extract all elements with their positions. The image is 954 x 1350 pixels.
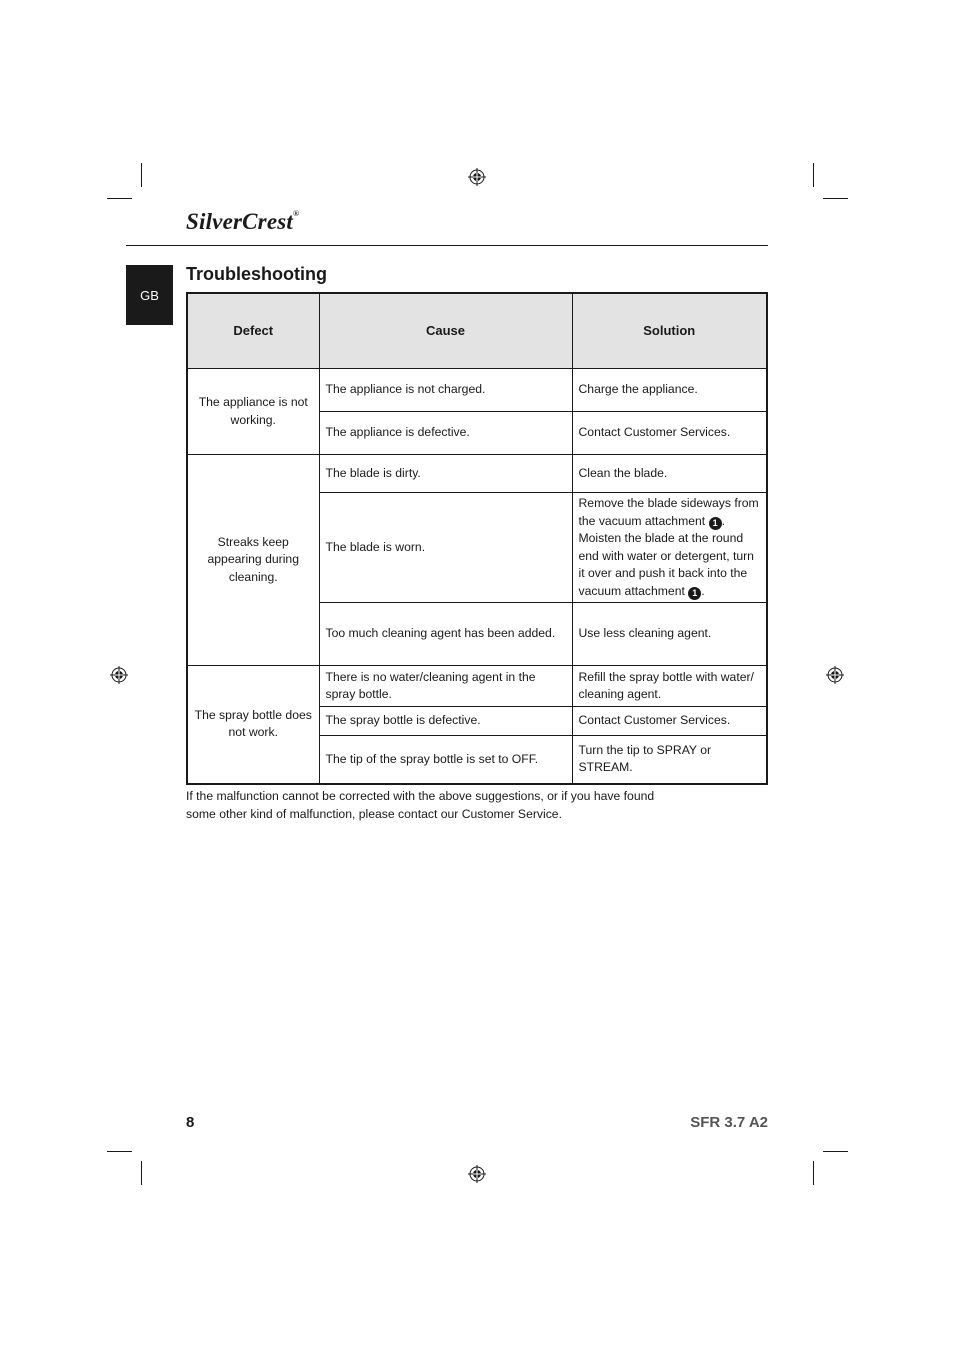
- cause-cell: Too much cleaning agent has been added.: [319, 603, 572, 666]
- crop-mark: [823, 198, 848, 199]
- brand-logo: SilverCrest®: [186, 209, 300, 234]
- solution-cell: Refill the spray bottle with water/ cleaning agent.: [572, 666, 767, 707]
- table-row: [187, 369, 767, 412]
- crop-mark: [823, 1151, 848, 1152]
- header-solution: Solution: [572, 293, 767, 369]
- cause-cell: The appliance is defective.: [319, 412, 572, 455]
- header-cause: Cause: [319, 293, 572, 369]
- crop-mark: [107, 1151, 132, 1152]
- cause-cell: There is no water/cleaning agent in the spray bottle.: [319, 666, 572, 707]
- defect-cell: Streaks keep appearing during cleaning.: [187, 455, 319, 666]
- defect-cell: The appliance is not working.: [187, 369, 319, 455]
- solution-text: Remove the blade sideways from the vacuum attachment: [578, 496, 759, 528]
- solution-cell: Use less cleaning agent.: [572, 603, 767, 666]
- crop-mark: [813, 1161, 814, 1185]
- cause-cell: The spray bottle is defective.: [319, 707, 572, 736]
- registration-mark-icon: [468, 168, 486, 186]
- solution-text: . Moisten the blade at the round end with water or detergent, turn it over and push it back into the vacuum attachment: [578, 513, 754, 598]
- solution-cell: Contact Customer Services.: [572, 412, 767, 455]
- crop-mark: [141, 1161, 142, 1185]
- table-row: [187, 455, 767, 493]
- crop-mark: [813, 163, 814, 187]
- solution-cell: Charge the appliance.: [572, 369, 767, 412]
- model-number: SFR 3.7 A2: [690, 1114, 768, 1131]
- figure-ref-badge: 1: [709, 517, 722, 530]
- troubleshooting-table: [186, 292, 768, 785]
- header-defect: Defect: [187, 293, 319, 369]
- registration-mark-icon: [826, 666, 844, 684]
- table-header-row: [187, 293, 767, 369]
- solution-cell: Turn the tip to SPRAY or STREAM.: [572, 736, 767, 784]
- table-row: [187, 666, 767, 707]
- cause-cell: The blade is worn.: [319, 493, 572, 603]
- solution-cell: [572, 493, 767, 603]
- solution-cell: Contact Customer Services.: [572, 707, 767, 736]
- cause-cell: The appliance is not charged.: [319, 369, 572, 412]
- page-number: 8: [186, 1114, 195, 1131]
- header-rule: [126, 245, 768, 246]
- section-title: Troubleshooting: [186, 264, 327, 284]
- solution-cell: Clean the blade.: [572, 455, 767, 493]
- cause-cell: The blade is dirty.: [319, 455, 572, 493]
- footnote: If the malfunction cannot be corrected with the above suggestions, or if you have found some other kind of malfunction, please contact our Customer Service.: [186, 789, 655, 821]
- figure-ref-badge: 1: [688, 587, 701, 600]
- solution-text: .: [701, 583, 705, 598]
- registration-mark-icon: [110, 666, 128, 684]
- crop-mark: [107, 198, 132, 199]
- cause-cell: The tip of the spray bottle is set to OFF.: [319, 736, 572, 784]
- defect-cell: The spray bottle does not work.: [187, 666, 319, 784]
- language-tab: GB: [126, 265, 173, 325]
- crop-mark: [141, 163, 142, 187]
- registration-mark-icon: [468, 1165, 486, 1183]
